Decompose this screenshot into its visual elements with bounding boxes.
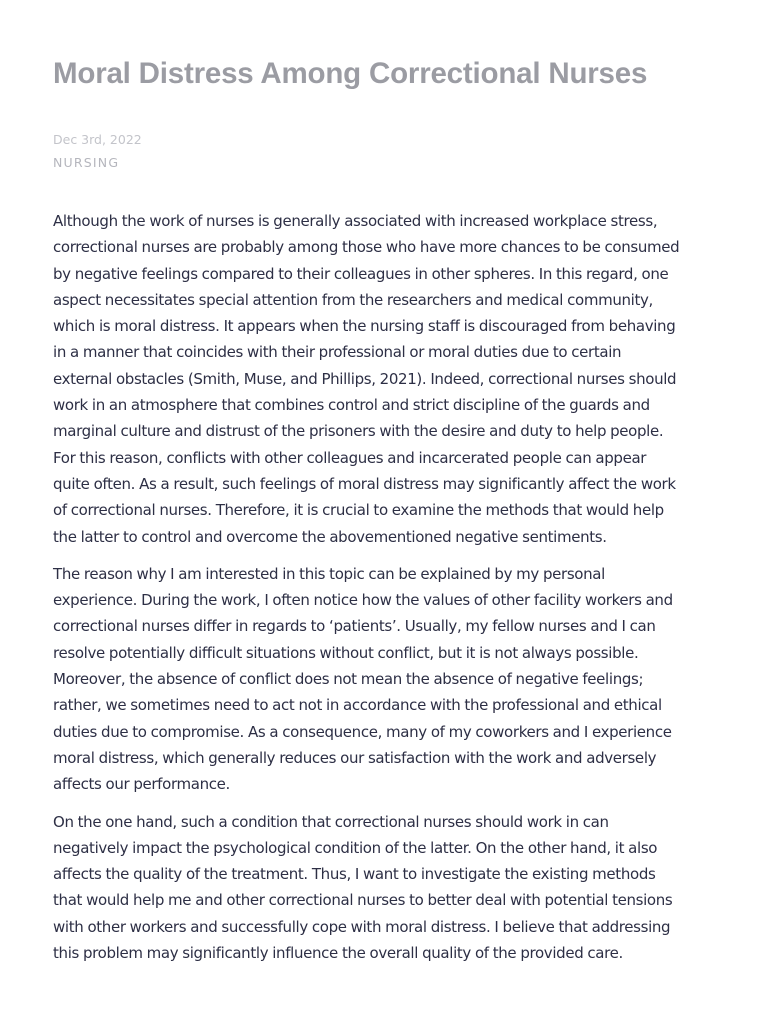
paragraph-line: On the one hand, such a condition that correctional nurses should work in can bbox=[53, 812, 609, 831]
article-body bbox=[53, 208, 715, 966]
paragraph-line: with other workers and successfully cope with moral distress. I believe that addressing bbox=[53, 917, 671, 936]
paragraph-line: For this reason, conflicts with other colleagues and incarcerated people can appear bbox=[53, 448, 647, 467]
paragraph-line: which is moral distress. It appears when the nursing staff is discouraged from behaving bbox=[53, 317, 676, 336]
paragraph-line: correctional nurses differ in regards to ‘patients’. Usually, my fellow nurses and I can bbox=[53, 617, 656, 636]
paragraph-line: aspect necessitates special attention from the researchers and medical community, bbox=[53, 290, 653, 309]
paragraph-line: negatively impact the psychological condition of the latter. On the other hand, it also bbox=[53, 838, 658, 857]
paragraph-line: moral distress, which generally reduces our satisfaction with the work and adversely bbox=[53, 748, 657, 767]
article-category: NURSING bbox=[53, 155, 120, 170]
paragraph-line: rather, we sometimes need to act not in accordance with the professional and ethical bbox=[53, 696, 662, 715]
article-paragraph bbox=[53, 809, 715, 967]
paragraph-line: work in an atmosphere that combines control and strict discipline of the guards and bbox=[53, 396, 650, 415]
paragraph-line: Moreover, the absence of conflict does not mean the absence of negative feelings; bbox=[53, 670, 644, 689]
paragraph-line: quite often. As a result, such feelings of moral distress may significantly affect the work bbox=[53, 474, 676, 493]
paragraph-line: of correctional nurses. Therefore, it is crucial to examine the methods that would help bbox=[53, 501, 664, 520]
article-paragraph bbox=[53, 561, 715, 798]
paragraph-line: experience. During the work, I often notice how the values of other facility workers and bbox=[53, 591, 673, 610]
paragraph-line: duties due to compromise. As a consequence, many of my coworkers and I experience bbox=[53, 722, 672, 741]
paragraph-line: by negative feelings compared to their colleagues in other spheres. In this regard, one bbox=[53, 264, 669, 283]
paragraph-line: that would help me and other correctional nurses to better deal with potential tensions bbox=[53, 891, 673, 910]
paragraph-line: resolve potentially difficult situations without conflict, but it is not always possible. bbox=[53, 643, 639, 662]
paragraph-line: the latter to control and overcome the abovementioned negative sentiments. bbox=[53, 527, 607, 546]
article-meta bbox=[53, 128, 715, 174]
paragraph-line: affects our performance. bbox=[53, 775, 230, 794]
paragraph-line: correctional nurses are probably among those who have more chances to be consumed bbox=[53, 238, 680, 257]
paragraph-line: in a manner that coincides with their professional or moral duties due to certain bbox=[53, 343, 622, 362]
article-date: Dec 3rd, 2022 bbox=[53, 132, 142, 147]
paragraph-line: external obstacles (Smith, Muse, and Phillips, 2021). Indeed, correctional nurses should bbox=[53, 369, 677, 388]
article-paragraph bbox=[53, 208, 715, 550]
paragraph-line: The reason why I am interested in this topic can be explained by my personal bbox=[53, 564, 605, 583]
paragraph-line: marginal culture and distrust of the prisoners with the desire and duty to help people. bbox=[53, 422, 664, 441]
paragraph-line: Although the work of nurses is generally associated with increased workplace stress, bbox=[53, 212, 658, 230]
paragraph-line: affects the quality of the treatment. Thus, I want to investigate the existing methods bbox=[53, 865, 656, 884]
paragraph-line: this problem may significantly influence the overall quality of the provided care. bbox=[53, 944, 623, 963]
article-title: Moral Distress Among Correctional Nurses bbox=[53, 57, 648, 90]
